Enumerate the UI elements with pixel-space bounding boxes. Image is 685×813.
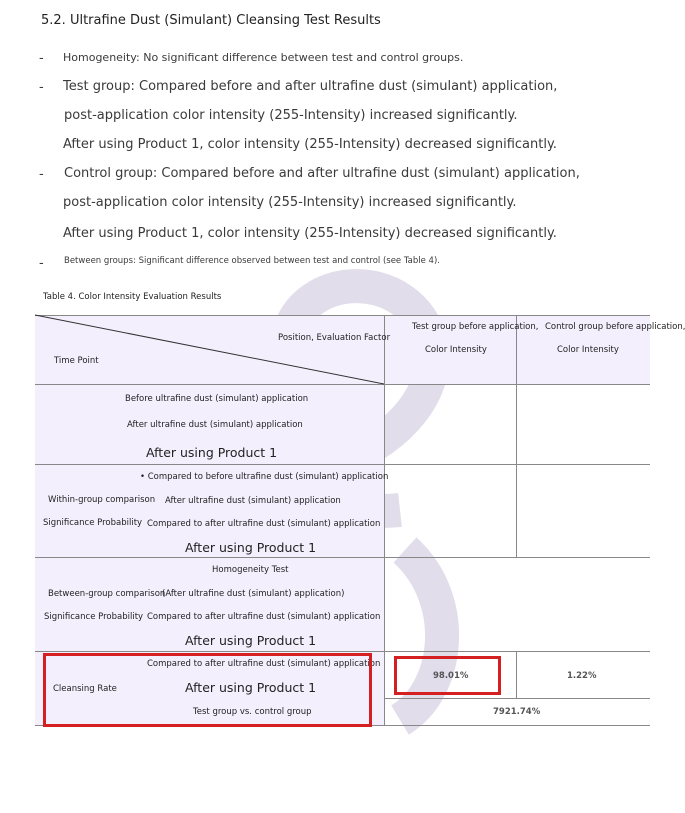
row-test-vs-control: Test group vs. control group <box>193 707 312 717</box>
col-header-control-line2: Color Intensity <box>557 345 619 355</box>
corner-diagonal <box>35 315 385 385</box>
bullet-marker: - <box>39 51 44 66</box>
row-before-application: Before ultrafine dust (simulant) application <box>125 394 309 404</box>
bullet-test-line3: After using Product 1, color intensity (255-Intensity) decreased significantly. <box>63 137 557 152</box>
row-between-after-application: (After ultrafine dust (simulant) application) <box>162 589 345 599</box>
row-label-between-group: Between-group comparison <box>48 589 166 599</box>
row-compared-after-3: Compared to after ultrafine dust (simulant) application <box>147 659 381 669</box>
corner-bottom-label: Time Point <box>54 356 99 366</box>
row-label-significance: Significance Probability <box>43 518 143 528</box>
bullet-marker: - <box>39 167 44 182</box>
highlight-cleansing-rate-label <box>43 653 372 727</box>
row-compared-after: Compared to after ultrafine dust (simulant) application <box>147 519 381 529</box>
row-after-product1-2: After using Product 1 <box>185 540 317 555</box>
highlight-test-value <box>394 656 501 695</box>
table-rule <box>35 464 650 465</box>
value-test-vs-control: 7921.74% <box>493 707 541 717</box>
row-label-significance-2: Significance Probability <box>44 612 144 622</box>
bullet-test-line2: post-application color intensity (255-Intensity) increased significantly. <box>64 108 518 123</box>
row-after-product1-4: After using Product 1 <box>185 680 317 695</box>
row-after-application-2: After ultrafine dust (simulant) application <box>165 496 341 506</box>
corner-top-label: Position, Evaluation Factor <box>278 333 391 343</box>
row-after-product1: After using Product 1 <box>146 445 278 460</box>
col-header-test-line2: Color Intensity <box>425 345 487 355</box>
value-test-cleansing-rate: 98.01% <box>433 671 469 681</box>
bullet-control-line3: After using Product 1, color intensity (255-Intensity) decreased significantly. <box>63 226 557 241</box>
col-header-control-line1: Control group before application, <box>545 322 685 332</box>
row-homogeneity-test: Homogeneity Test <box>212 565 289 575</box>
table-rule <box>35 651 650 652</box>
bullet-between: Between groups: Significant difference observed between test and control (see Table 4). <box>64 256 440 266</box>
row-label-cleansing-rate: Cleansing Rate <box>53 684 117 694</box>
row-label-within-group: Within-group comparison <box>48 495 156 505</box>
table-divider <box>516 651 517 699</box>
section-heading: 5.2. Ultrafine Dust (Simulant) Cleansing Test Results <box>41 13 381 28</box>
row-after-product1-3: After using Product 1 <box>185 633 317 648</box>
bullet-marker: - <box>39 80 44 95</box>
table-rule <box>384 698 650 699</box>
bullet-test-line1: Test group: Compared before and after ultrafine dust (simulant) application, <box>63 79 558 94</box>
bullet-marker: - <box>39 256 44 271</box>
row-compared-before: • Compared to before ultrafine dust (simulant) application <box>140 472 389 482</box>
col-header-test-line1: Test group before application, <box>412 322 539 332</box>
bullet-control-line2: post-application color intensity (255-Intensity) increased significantly. <box>63 195 517 210</box>
table-divider <box>516 315 517 558</box>
bullet-control-line1: Control group: Compared before and after ultrafine dust (simulant) application, <box>64 166 580 181</box>
row-after-application: After ultrafine dust (simulant) application <box>127 420 303 430</box>
table-rule <box>35 557 650 558</box>
bullet-homogeneity: Homogeneity: No significant difference between test and control groups. <box>63 51 464 64</box>
row-compared-after-2: Compared to after ultrafine dust (simulant) application <box>147 612 381 622</box>
value-control-cleansing-rate: 1.22% <box>567 671 597 681</box>
table-caption: Table 4. Color Intensity Evaluation Results <box>43 292 222 302</box>
